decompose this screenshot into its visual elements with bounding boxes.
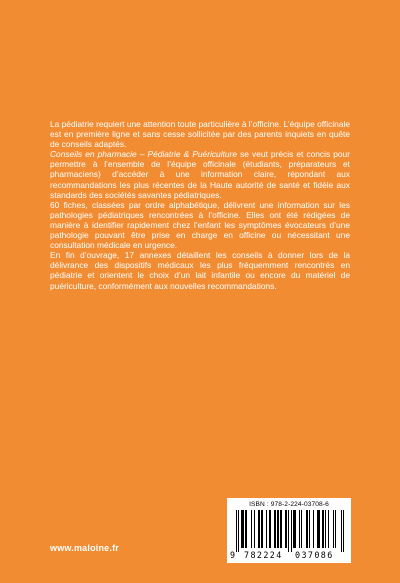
barcode-bar [295,510,296,548]
ean-left-digits: 782224 [244,550,283,560]
barcode-bar [309,510,310,548]
barcode-bar [275,510,276,548]
book-paragraph-rest: se veut précis et concis pour permettre à l’ensemble de l’équipe officinale (étudiants, préparateurs et pharmaciens) d’accéder à une information claire, répondant aux recommandations les plus récentes de la Haute autorité de santé et fidèle aux standards des sociétés savantes pédiatriques. [50,149,351,200]
book-paragraph [50,149,350,199]
barcode-box [227,498,351,563]
barcode-bar [236,510,237,552]
barcode-bar [259,510,260,548]
barcode-bar [254,510,255,548]
barcode-bar [266,510,267,548]
barcode-bar [322,510,323,548]
barcode-bar [313,510,314,548]
barcode-bar [280,510,281,548]
book-title: Conseils en pharmacie – Pédiatrie & Puériculture [50,149,238,160]
barcode-bar [238,510,239,552]
isbn-label: ISBN : 978-2-224-03708-6 [249,501,329,508]
barcode-bar [246,510,247,548]
barcode-bars [236,510,344,548]
barcode-bar [278,510,279,548]
barcode-bar [288,510,289,552]
barcode-bar [270,510,271,548]
barcode-bar [306,510,307,548]
barcode-bar [291,510,292,552]
barcode-bar [343,510,344,552]
intro-paragraph: La pédiatrie requiert une attention toute particulière à l’officine. L’équipe officinale est en première ligne et sans cesse sollicitée par des parents inquiets en quête de conseils adaptés. [50,119,350,150]
website-link[interactable]: www.maloine.fr [50,543,119,553]
barcode-bar [335,510,336,548]
description-text-block [50,119,350,291]
barcode-bar [341,510,342,552]
barcode-bar [301,510,302,548]
barcode-bar [243,510,244,548]
barcode-bar [328,510,329,548]
barcode-bar [319,510,320,548]
fiches-paragraph: 60 fiches, classées par ordre alphabétique, délivrent une information sur les pathologies pédiatriques rencontrées à l’officine. Elles ont été rédigées de manière à identifier rapidement chez l’enfant les symptômes évocateurs d’une pathologie pouvant être prise en charge en officine ou nécessitant une consultation médicale en urgence. [50,199,350,251]
annexes-paragraph: En fin d’ouvrage, 17 annexes détaillent les conseils à donner lors de la délivrance des dispositifs médicaux les plus fréquemment rencontrés en pédiatrie et orientent le choix d’un lait infantile ou encore du matériel de puériculture, conformément aux nouvelles recommandations. [50,250,350,291]
barcode-bar [333,510,334,548]
barcode-bar [251,510,252,548]
ean-right-digits: 037086 [295,550,334,560]
barcode-bar [325,510,326,548]
ean-first-digit: 9 [230,550,236,560]
barcode-bar [299,510,300,548]
barcode-bar [286,510,287,548]
barcode-bar [262,510,263,548]
